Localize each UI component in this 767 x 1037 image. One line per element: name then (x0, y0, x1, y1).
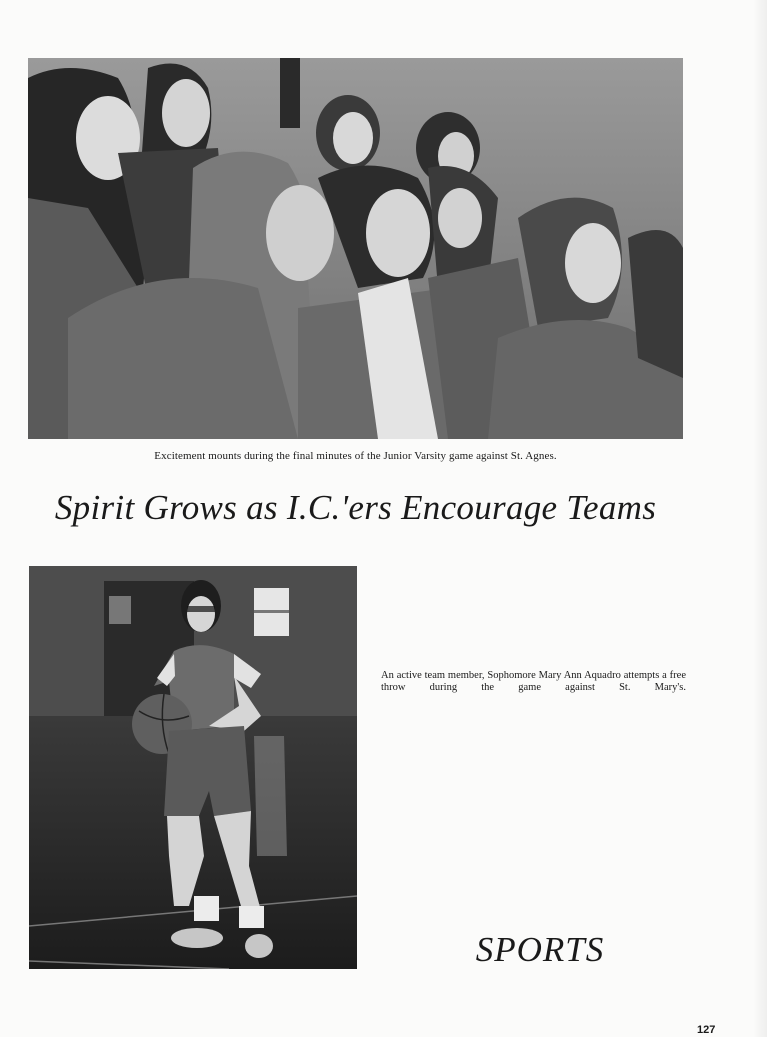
cheering-students-photo (28, 58, 683, 439)
page-headline: Spirit Grows as I.C.'ers Encourage Teams (54, 488, 657, 527)
page-edge-shadow (753, 0, 767, 1037)
section-label: SPORTS (475, 930, 605, 969)
bottom-photo-caption: An active team member, Sophomore Mary Ann Aquadro attempts a free throw during the game against St. Mary's. (381, 670, 686, 693)
top-photo-caption: Excitement mounts during the final minutes of the Junior Varsity game against St. Agnes. (154, 450, 557, 462)
page-number: 127 (697, 1024, 716, 1036)
basketball-player-photo (29, 566, 357, 969)
